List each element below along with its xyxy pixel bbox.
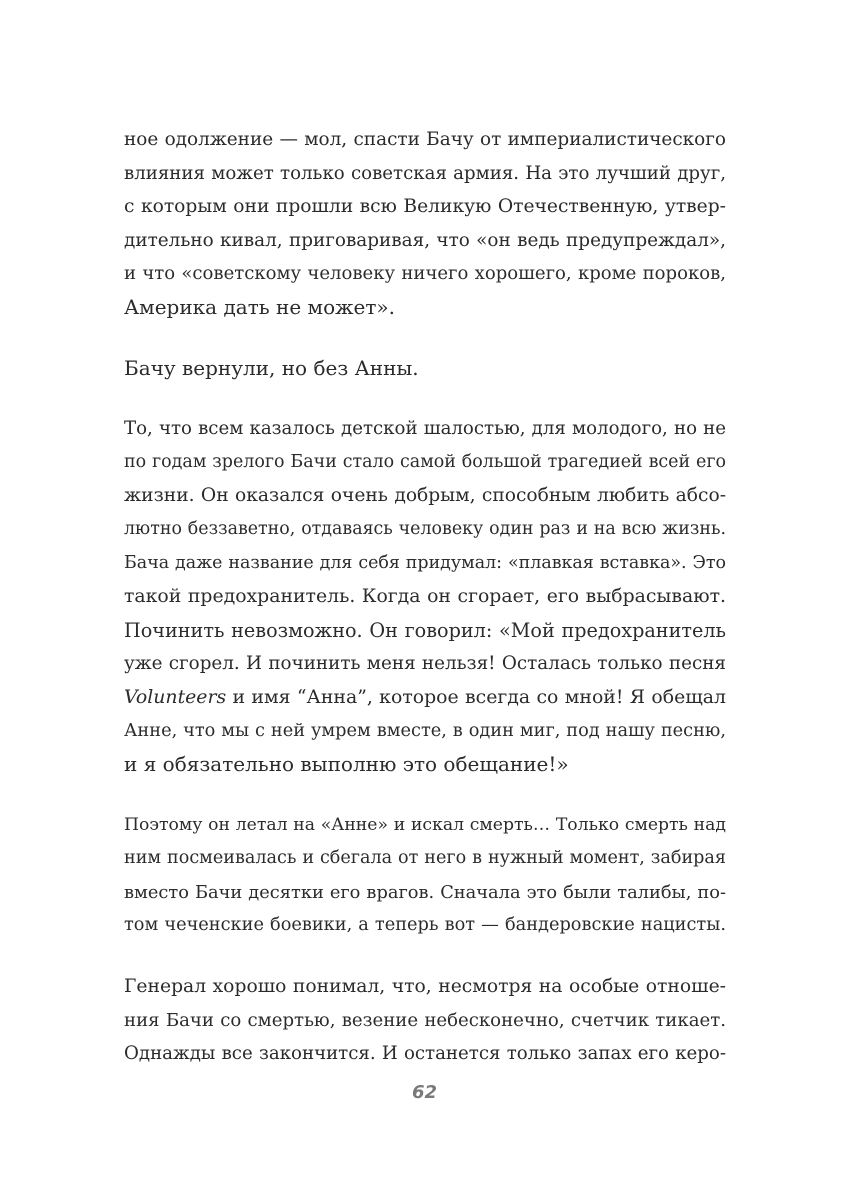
text-line: Анне, что мы с ней умрем вместе, в один миг, под нашу песню, — [124, 720, 726, 741]
text-line: и я обязательно выполню это обещание!» — [124, 752, 569, 777]
text-line: Бачу вернули, но без Анны. — [124, 355, 419, 380]
text-line-rest: и имя “Анна”, которое всегда со мной! Я обещал — [232, 685, 726, 708]
text-line: Бача даже название для себя придумал: «плавкая вставка». Это — [124, 552, 726, 573]
text-line: уже сгорел. И починить меня нельзя! Осталась только песня — [124, 653, 726, 675]
text-line: лютно беззаветно, отдаваясь человеку один раз и на всю жизнь. — [124, 518, 726, 539]
text-line: влияния может только советская армия. На это лучший друг, — [124, 162, 726, 184]
paragraph-2 — [124, 352, 726, 386]
text-line: с которым они прошли всю Великую Отечественную, утвер- — [124, 196, 726, 218]
text-line-with-italic — [124, 681, 726, 715]
paragraph-4 — [124, 809, 726, 943]
paragraph-1 — [124, 123, 726, 325]
body-text — [124, 123, 726, 1098]
text-line: Поэтому он летал на «Анне» и искал смерть… Только смерть над — [124, 814, 726, 835]
text-line: и что «советскому человеку ничего хорошего, кроме пороков, — [124, 263, 726, 285]
song-title: Volunteers — [124, 685, 227, 708]
text-line: Однажды все закончится. И останется только запах его керо- — [124, 1043, 726, 1065]
text-line: ное одолжение — мол, спасти Бачу от империалистического — [124, 129, 726, 150]
text-line: такой предохранитель. Когда он сгорает, его выбрасывают. — [124, 586, 726, 608]
paragraph-3 — [124, 412, 726, 782]
text-line: вместо Бачи десятки его врагов. Сначала это были талибы, по- — [124, 881, 726, 903]
text-line: дительно кивал, приговаривая, что «он ведь предупреждал», — [124, 229, 726, 251]
paragraph-5 — [124, 970, 726, 1071]
text-line: по годам зрелого Бачи стало самой большой трагедией всей его — [124, 451, 726, 472]
text-line: То, что всем казалось детской шалостью, для молодого, но не — [124, 418, 726, 440]
text-line: ним посмеивалась и сбегала от него в нужный момент, забирая — [124, 848, 726, 869]
text-line: ния Бачи со смертью, везение небесконечно, счетчик тикает. — [124, 1009, 726, 1031]
text-line: Генерал хорошо понимал, что, несмотря на особые отноше- — [124, 976, 726, 998]
text-line: Починить невозможно. Он говорил: «Мой предохранитель — [124, 618, 726, 642]
page-number: 62 — [411, 1082, 438, 1103]
text-line: жизни. Он оказался очень добрым, способным любить абсо- — [124, 485, 726, 507]
text-line: Америка дать не может». — [124, 294, 396, 319]
text-line: том чеченские боевики, а теперь вот — бандеровские нацисты. — [124, 915, 726, 936]
